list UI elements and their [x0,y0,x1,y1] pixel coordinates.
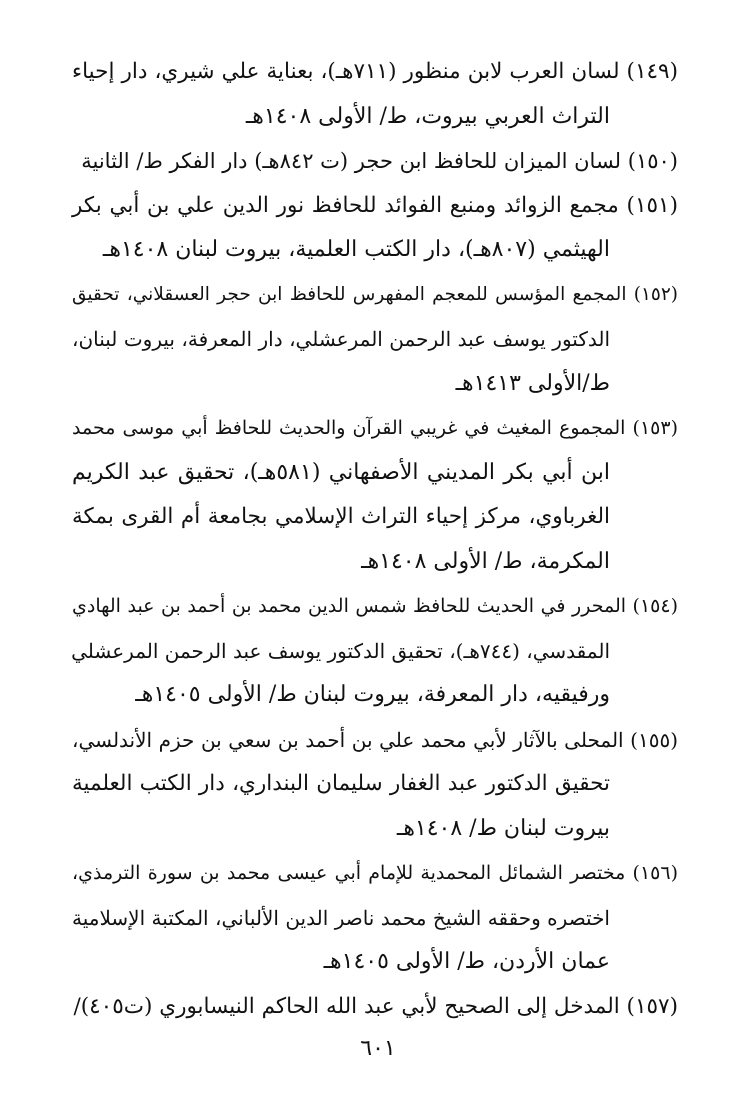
bibliography-entry [72,184,678,273]
bibliography-entry [72,139,678,184]
entry-line: الدكتور يوسف عبد الرحمن المرعشلي، دار المعرفة، بيروت لبنان، [72,327,610,351]
entry-line: ورفيقيه، دار المعرفة، بيروت لبنان ط/ الأولى ١٤٠٥هـ [135,682,610,707]
page-number: ٦٠١ [360,1036,396,1061]
entry-line: المكرمة، ط/ الأولى ١٤٠٨هـ [361,548,610,574]
bibliography-entry [72,406,678,584]
entry-line: (١٥٤) المحرر في الحديث للحافظ شمس الدين محمد بن أحمد بن عبد الهادي [72,595,678,617]
entry-line: (١٥٢) المجمع المؤسس للمعجم المفهرس للحافظ ابن حجر العسقلاني، تحقيق [72,283,678,305]
entry-line: تحقيق الدكتور عبد الغفار سليمان البنداري، دار الكتب العلمية [72,771,610,796]
entry-line: ابن أبي بكر المديني الأصفهاني (٥٨١هـ)، تحقيق عبد الكريم [72,459,610,485]
entry-line: اختصره وحققه الشيخ محمد ناصر الدين الألباني، المكتبة الإسلامية [72,905,610,930]
bibliography-list [72,50,678,1029]
entry-line: (١٤٩) لسان العرب لابن منظور (٧١١هـ)، بعناية علي شيري، دار إحياء [72,59,678,84]
bibliography-entry [72,985,678,1030]
bibliography-entry [72,718,678,852]
entry-line: (١٥٣) المجموع المغيث في غريبي القرآن والحديث للحافظ أبي موسى محمد [72,417,678,439]
bibliography-entry [72,584,678,718]
entry-line: (١٥٥) المحلى بالآثار لأبي محمد علي بن أحمد بن سعي بن حزم الأندلسي، [72,727,678,752]
entry-line: ط/الأولى ١٤١٣هـ [455,370,610,396]
bibliography-entry [72,273,678,407]
entry-line: (١٥٠) لسان الميزان للحافظ ابن حجر (ت ٨٤٢هـ) دار الفكر ط/ الثانية [81,149,678,173]
entry-line: الهيثمي (٨٠٧هـ)، دار الكتب العلمية، بيروت لبنان ١٤٠٨هـ [102,237,610,262]
entry-line: (١٥٦) مختصر الشمائل المحمدية للإمام أبي عيسى محمد بن سورة الترمذي، [72,862,678,884]
entry-line: (١٥١) مجمع الزوائد ومنبع الفوائد للحافظ نور الدين علي بن أبي بكر [72,192,678,218]
entry-line: عمان الأردن، ط/ الأولى ١٤٠٥هـ [323,949,610,974]
entry-line: التراث العربي بيروت، ط/ الأولى ١٤٠٨هـ [245,103,610,129]
entry-line: الغرباوي، مركز إحياء التراث الإسلامي بجامعة أم القرى بمكة [72,504,610,529]
entry-line: (١٥٧) المدخل إلى الصحيح لأبي عبد الله الحاكم النيسابوري (ت٤٠٥)/ [73,993,678,1019]
entry-line: المقدسي، (٧٤٤هـ)، تحقيق الدكتور يوسف عبد الرحمن المرعشلي [71,638,610,663]
bibliography-entry [72,851,678,985]
bibliography-entry [72,50,678,139]
entry-line: بيروت لبنان ط/ ١٤٠٨هـ [396,815,610,841]
